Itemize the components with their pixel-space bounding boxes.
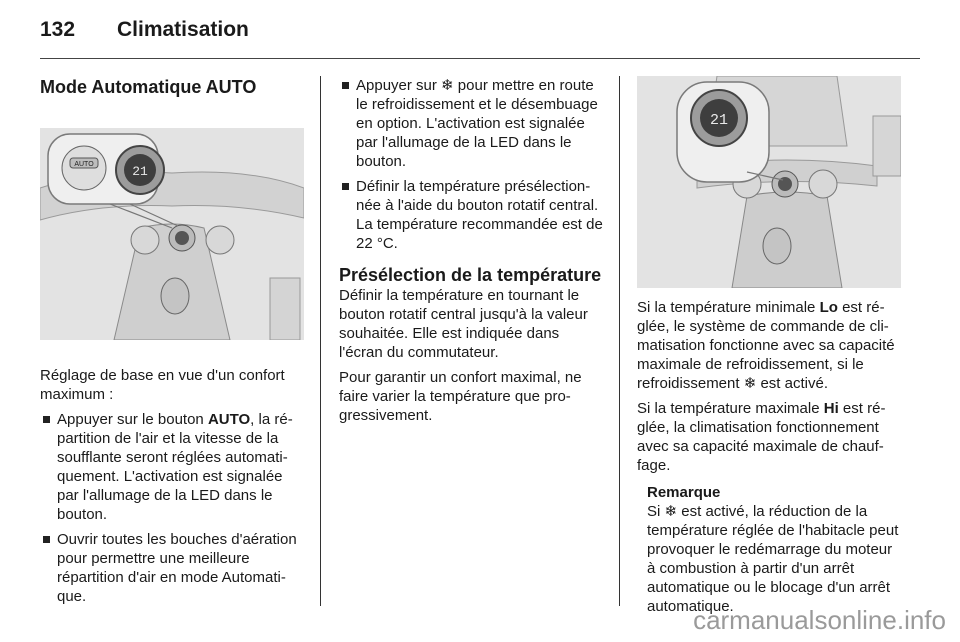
snowflake-icon: ❄ [664,503,678,520]
note-box [647,483,901,616]
note-title: Remarque [647,484,721,501]
note-text [647,502,901,616]
bullet-item [40,410,304,524]
bullet-text: Appuyer sur [356,77,442,94]
bold-term: Hi [823,400,839,417]
bold-term: Lo [819,299,838,316]
bullet-text: pour mettre en route le refroidissement et le désembuage en option. L'activation est signalée par l'allumage de la LED dans le bouton. [356,77,598,170]
paragraph: Pour garantir un confort maximal, ne faire varier la température que progressivement. [339,369,582,424]
paragraph [637,298,901,393]
column-divider [320,76,321,606]
bullet-item [40,530,304,606]
page-header [40,18,920,59]
paragraph-text: Si la température minimale [637,299,820,316]
column-1 [40,76,304,612]
section-title: Présélection de la température [339,265,602,285]
paragraph-text: est réglée, le système de commande de climatisation fonctionne avec sa capacité maximale de refroidissement, si le refroidissement [637,299,895,392]
column-2 [339,76,603,431]
intro-text: Réglage de base en vue d'un confort maximum : [40,367,285,403]
bullet-text: Ouvrir toutes les bouches d'aération pour permettre une meilleure répartition d'air en mode Automatique. [57,531,297,605]
paragraph-text: est réglée, la climatisation fonctionnement avec sa capacité maximale de chauffage. [637,400,886,474]
paragraph [637,399,901,475]
snowflake-icon: ❄ [743,375,757,392]
paragraph: Définir la température en tournant le bouton rotatif central jusqu'à la valeur souhaitée. Elle est indiquée dans l'écran du commutateur. [339,287,588,361]
bullet-item [339,177,603,253]
paragraph-text: est activé. [756,375,828,392]
column-3 [637,298,901,616]
auto-button-label: AUTO [74,161,94,168]
bold-term: AUTO [207,411,251,428]
bullet-text: Appuyer sur le bouton [57,411,208,428]
column-divider [619,76,620,606]
bullet-text: Définir la température présélectionnée à l'aide du bouton rotatif central. La température recommandée est de 22 °C. [356,178,603,252]
temperature-display: 21 [132,164,148,179]
bullet-item [339,76,603,171]
bullet-text: , la répartition de l'air et la vitesse de la soufflante seront réglées automatiquement. L'activation est signalée par l'allumage de la LED dans le bouton. [57,411,293,523]
chapter-title: Climatisation [117,18,249,41]
figure-climate-panel-knob [637,76,901,288]
section-heading: Mode Automatique AUTO [40,77,257,97]
climate-knob-illustration [637,76,901,288]
note-text-part: est activé, la réduction de la température réglée de l'habitacle peut provoquer le redémarrage du moteur à combustion à partir d'un arrêt automatique ou le blocage d'un arrêt automatique. [647,503,899,615]
note-text-part: Si [647,503,665,520]
climate-panel-illustration [40,128,304,340]
snowflake-icon: ❄ [441,77,454,94]
watermark: carmanualsonline.info [693,605,946,635]
temperature-display: 21 [709,112,729,129]
page-number: 132 [40,18,76,41]
figure-climate-panel-auto [40,128,304,340]
paragraph-text: Si la température maximale [637,400,824,417]
